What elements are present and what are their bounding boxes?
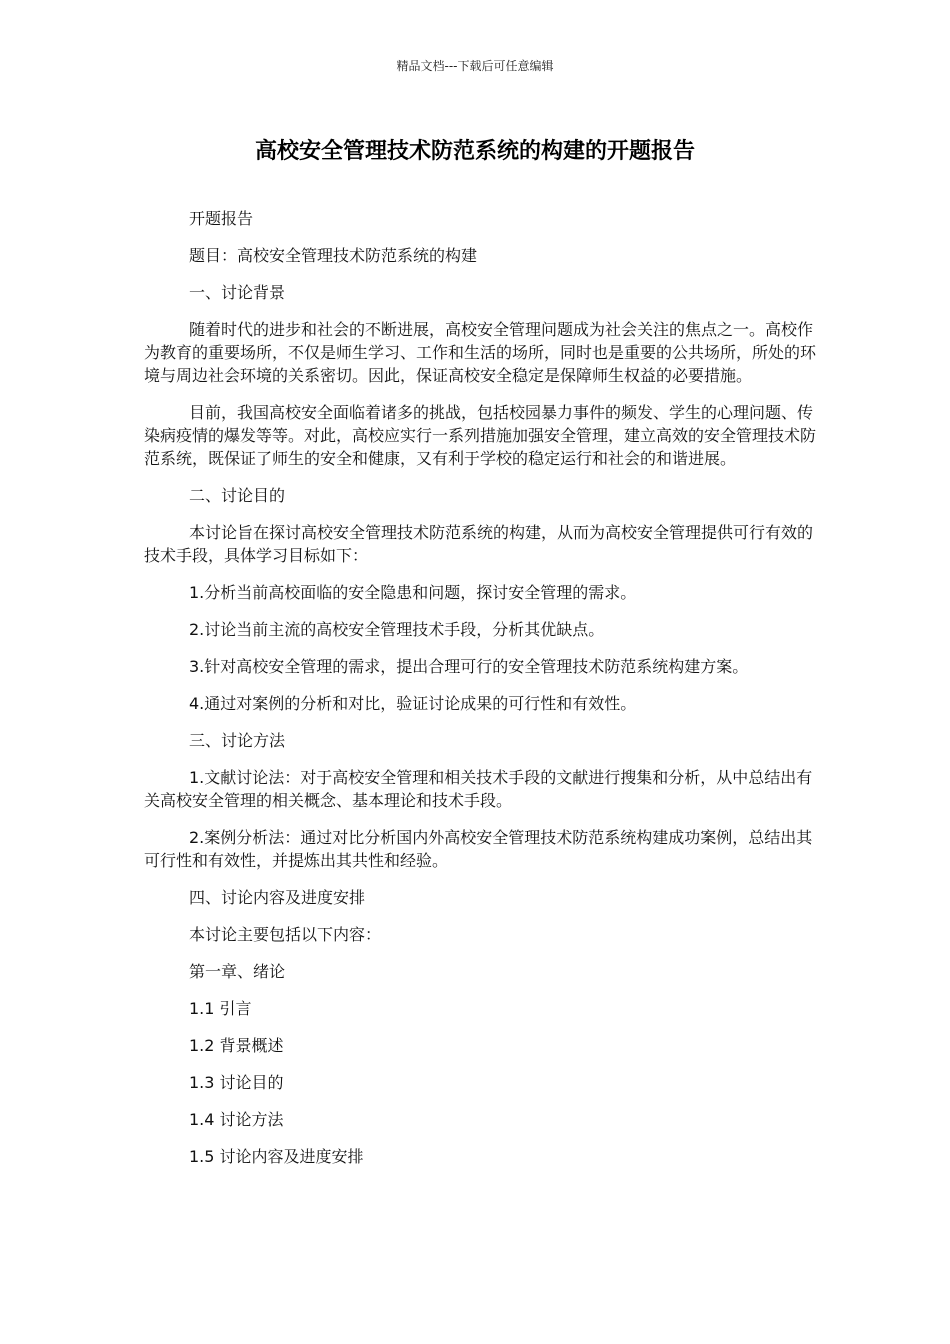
- paragraph-proposal-label: 开题报告: [189, 209, 254, 228]
- heading-research-background: 一、讨论背景: [189, 283, 286, 302]
- list-item-method-2: 2.案例分析法：通过对比分析国内外高校安全管理技术防范系统构建成功案例，总结出其可行性和有效性，并提炼出其共性和经验。: [144, 828, 813, 870]
- list-item-method-1: 1.文献讨论法：对于高校安全管理和相关技术手段的文献进行搜集和分析，从中总结出有关高校安全管理的相关概念、基本理论和技术手段。: [144, 768, 813, 810]
- heading-content-schedule: 四、讨论内容及进度安排: [189, 888, 366, 907]
- paragraph-content-intro: 本讨论主要包括以下内容：: [189, 925, 382, 944]
- page-header-note: 精品文档---下载后可任意编辑: [396, 59, 554, 73]
- section-1-3: 1.3 讨论目的: [189, 1073, 284, 1092]
- chapter-1-heading: 第一章、绪论: [189, 962, 286, 981]
- section-1-4: 1.4 讨论方法: [189, 1110, 284, 1129]
- paragraph-purpose-intro: 本讨论旨在探讨高校安全管理技术防范系统的构建，从而为高校安全管理提供可行有效的技术手段，具体学习目标如下：: [144, 523, 814, 565]
- list-item-purpose-1: 1.分析当前高校面临的安全隐患和问题，探讨安全管理的需求。: [189, 583, 637, 602]
- section-1-2: 1.2 背景概述: [189, 1036, 284, 1055]
- document-title: 高校安全管理技术防范系统的构建的开题报告: [254, 139, 695, 164]
- document-body: [144, 207, 816, 1182]
- paragraph-background-1: 随着时代的进步和社会的不断进展，高校安全管理问题成为社会关注的焦点之一。高校作为教育的重要场所，不仅是师生学习、工作和生活的场所，同时也是重要的公共场所，所处的环境与周边社会环境的关系密切。因此，保证高校安全稳定是保障师生权益的必要措施。: [144, 320, 817, 385]
- list-item-purpose-3: 3.针对高校安全管理的需求，提出合理可行的安全管理技术防范系统构建方案。: [189, 657, 749, 676]
- heading-research-purpose: 二、讨论目的: [189, 486, 286, 505]
- heading-research-methods: 三、讨论方法: [189, 731, 286, 750]
- paragraph-background-2: 目前，我国高校安全面临着诸多的挑战，包括校园暴力事件的频发、学生的心理问题、传染病疫情的爆发等等。对此，高校应实行一系列措施加强安全管理，建立高效的安全管理技术防范系统，既保证了师生的安全和健康，又有利于学校的稳定运行和社会的和谐进展。: [144, 403, 817, 468]
- list-item-purpose-2: 2.讨论当前主流的高校安全管理技术手段，分析其优缺点。: [189, 620, 605, 639]
- paragraph-topic: 题目：高校安全管理技术防范系统的构建: [189, 246, 478, 265]
- section-1-1: 1.1 引言: [189, 999, 252, 1018]
- list-item-purpose-4: 4.通过对案例的分析和对比，验证讨论成果的可行性和有效性。: [189, 694, 637, 713]
- section-1-5: 1.5 讨论内容及进度安排: [189, 1147, 364, 1166]
